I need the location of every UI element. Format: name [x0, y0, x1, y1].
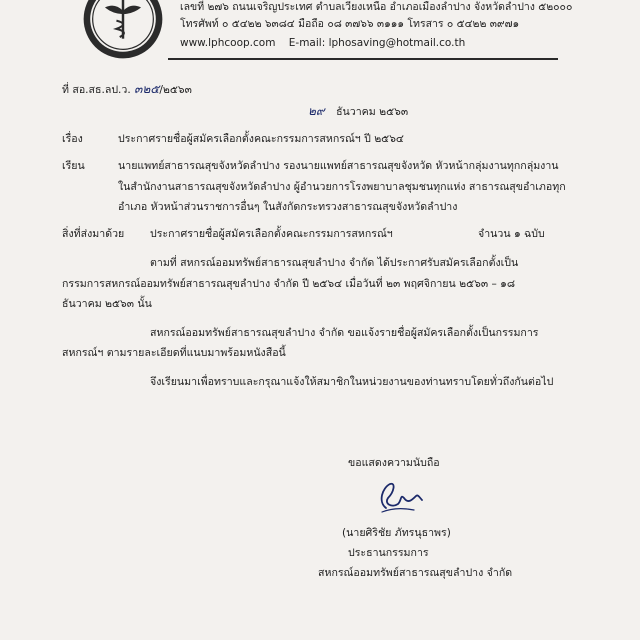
reference-number: [62, 82, 192, 97]
body-paragraph-1-line-2: กรรมการสหกรณ์ออมทรัพย์สาธารณสุขลำปาง จำกัด ปี ๒๕๖๔ เมื่อวันที่ ๒๓ พฤศจิกายน ๒๕๖๓ – ๑๘: [62, 278, 516, 290]
subject-label: เรื่อง: [62, 133, 83, 145]
body-paragraph-1-line-1: ตามที่ สหกรณ์ออมทรัพย์สาธารณสุขลำปาง จำกัด ได้ประกาศรับสมัครเลือกตั้งเป็น: [150, 257, 519, 269]
body-paragraph-2-line-2: สหกรณ์ฯ ตามรายละเอียดที่แนบมาพร้อมหนังสือนี้: [62, 347, 286, 359]
phone-line: โทรศัพท์ ๐ ๕๔๒๒ ๖๓๘๔ มือถือ ๐๘ ๓๗๖๖ ๓๑๑๑ โทรสาร ๐ ๕๔๒๒ ๓๙๗๑: [180, 18, 520, 30]
signatory-name: (นายศิริชัย ภัทรนุธาพร): [342, 527, 451, 539]
closing-regards: ขอแสดงความนับถือ: [348, 457, 440, 469]
enclosure-label: สิ่งที่ส่งมาด้วย: [62, 228, 125, 240]
signature: [368, 478, 426, 518]
subject-text: ประกาศรายชื่อผู้สมัครเลือกตั้งคณะกรรมการสหกรณ์ฯ ปี ๒๕๖๔: [118, 133, 404, 145]
recipient-label: เรียน: [62, 160, 85, 172]
signatory-organization: สหกรณ์ออมทรัพย์สาธารณสุขลำปาง จำกัด: [318, 567, 513, 579]
enclosure-quantity: จำนวน ๑ ฉบับ: [478, 228, 545, 240]
recipient-line-1: นายแพทย์สาธารณสุขจังหวัดลำปาง รองนายแพทย์สาธารณสุขจังหวัด หัวหน้ากลุ่มงานทุกกลุ่มงาน: [118, 160, 559, 172]
cooperative-seal-logo: [82, 0, 164, 60]
signatory-position: ประธานกรรมการ: [348, 547, 429, 559]
web-email-line: [180, 36, 465, 50]
reference-suffix: /๒๕๖๓: [159, 84, 192, 96]
body-paragraph-1-line-3: ธันวาคม ๒๕๖๓ นั้น: [62, 298, 152, 310]
reference-prefix: ที่ สอ.สธ.ลป.ว.: [62, 84, 131, 96]
letterhead-divider: [168, 58, 558, 60]
email-link[interactable]: E-mail: lphosaving@hotmail.co.th: [288, 37, 466, 49]
date-month-year: ธันวาคม ๒๕๖๓: [336, 106, 409, 118]
address-line: เลขที่ ๒๗๖ ถนนเจริญประเทศ ตำบลเวียงเหนือ อำเภอเมืองลำปาง จังหวัดลำปาง ๕๒๐๐๐: [180, 1, 573, 13]
body-paragraph-3: จึงเรียนมาเพื่อทราบและกรุณาแจ้งให้สมาชิกในหน่วยงานของท่านทราบโดยทั่วถึงกันต่อไป: [150, 376, 554, 388]
letter-date: [308, 104, 408, 119]
recipient-line-2: ในสำนักงานสาธารณสุขจังหวัดลำปาง ผู้อำนวยการโรงพยาบาลชุมชนทุกแห่ง สาธารณสุขอำเภอทุก: [118, 181, 566, 193]
website-link[interactable]: www.lphcoop.com: [180, 37, 276, 49]
reference-handwritten-number: ๓๒๕: [134, 82, 160, 96]
recipient-line-3: อำเภอ หัวหน้าส่วนราชการอื่นๆ ในสังกัดกระทรวงสาธารณสุขจังหวัดลำปาง: [118, 201, 458, 213]
enclosure-text: ประกาศรายชื่อผู้สมัครเลือกตั้งคณะกรรมการสหกรณ์ฯ: [150, 228, 393, 240]
body-paragraph-2-line-1: สหกรณ์ออมทรัพย์สาธารณสุขลำปาง จำกัด ขอแจ้งรายชื่อผู้สมัครเลือกตั้งเป็นกรรมการ: [150, 327, 539, 339]
date-day-handwritten: ๒๙: [308, 104, 325, 118]
